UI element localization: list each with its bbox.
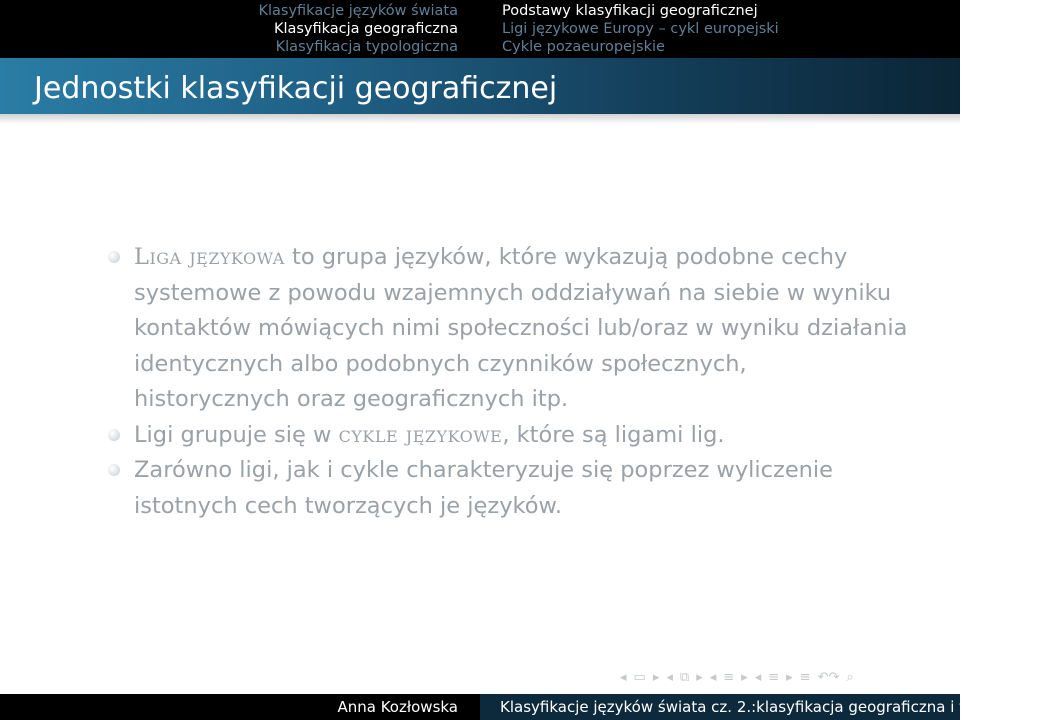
nav-section-3[interactable]: Klasyfikacja typologiczna: [275, 39, 458, 55]
footer-author: Anna Kozłowska: [0, 694, 480, 720]
nav-subsection-1-current[interactable]: Podstawy klasyfikacji geograficznej: [502, 3, 758, 19]
bullet-ball-icon: [108, 464, 120, 476]
bullet-item-1: [108, 240, 908, 418]
back-forward-icon[interactable]: ↶↷: [817, 670, 840, 685]
next-slide-arrow-icon[interactable]: ▸: [652, 670, 660, 685]
search-icon[interactable]: ⌕: [846, 670, 854, 685]
title-shadow: [0, 114, 960, 124]
bullet-ball-icon: [108, 251, 120, 263]
frame-stack-icon[interactable]: ⧉: [679, 670, 690, 685]
section-nav-left: [0, 0, 480, 58]
prev-section-arrow-icon[interactable]: ◂: [754, 670, 762, 685]
nav-subsection-3[interactable]: Cykle pozaeuropejskie: [502, 39, 665, 55]
nav-subsection-2[interactable]: Ligi językowe Europy – cykl europejski: [502, 21, 779, 37]
term-cykle-jezykowe: cykle językowe: [338, 421, 503, 448]
next-subsection-arrow-icon[interactable]: ▸: [741, 670, 748, 685]
subsection-icon[interactable]: ≡: [723, 670, 735, 685]
prev-slide-arrow-icon[interactable]: ◂: [620, 670, 627, 685]
frame-title-bar: [0, 58, 960, 114]
frame-title: Jednostki klasyfikacji geograficznej: [34, 71, 558, 106]
bullet-ball-icon: [108, 429, 120, 441]
bullet-item-3: [108, 453, 908, 524]
section-navigation: [0, 0, 960, 58]
slide-box-icon[interactable]: ▭: [633, 670, 646, 685]
footer-title: Klasyfikacje języków świata cz. 2.:klasyfikacja geograficzna i typologiczna: [480, 694, 960, 720]
footer-bar: [0, 694, 1054, 720]
nav-section-1[interactable]: Klasyfikacje języków świata: [258, 3, 458, 19]
bullet-text-1: to grupa języków, które wykazują podobne cechy systemowe z powodu wzajemnych oddziaływań na siebie w wyniku kontaktów mówiących nimi społeczności lub/oraz w wyniku działania identycznych albo podobnych czynników społecznych, historycznych oraz geograficznych itp.: [134, 244, 908, 412]
document-icon[interactable]: ≡: [799, 670, 811, 685]
slide-content: [108, 240, 908, 524]
bullet-text-2-post: , które są ligami lig.: [502, 421, 725, 448]
prev-frame-arrow-icon[interactable]: ◂: [666, 670, 673, 685]
prev-subsection-arrow-icon[interactable]: ◂: [709, 670, 717, 685]
bullet-item-2: [108, 418, 908, 454]
section-icon[interactable]: ≡: [768, 670, 780, 685]
bullet-text-2-pre: Ligi grupuje się w: [134, 421, 339, 448]
bullet-text-3: Zarówno ligi, jak i cykle charakteryzuje się poprzez wyliczenie istotnych cech tworzących je języków.: [134, 457, 834, 519]
next-frame-arrow-icon[interactable]: ▸: [696, 670, 703, 685]
navigation-symbols: [620, 668, 854, 688]
next-section-arrow-icon[interactable]: ▸: [786, 670, 793, 685]
nav-section-2-current[interactable]: Klasyfikacja geograficzna: [273, 21, 458, 37]
subsection-nav-right: [480, 0, 960, 58]
term-liga-jezykowa: Liga językowa: [134, 244, 285, 270]
